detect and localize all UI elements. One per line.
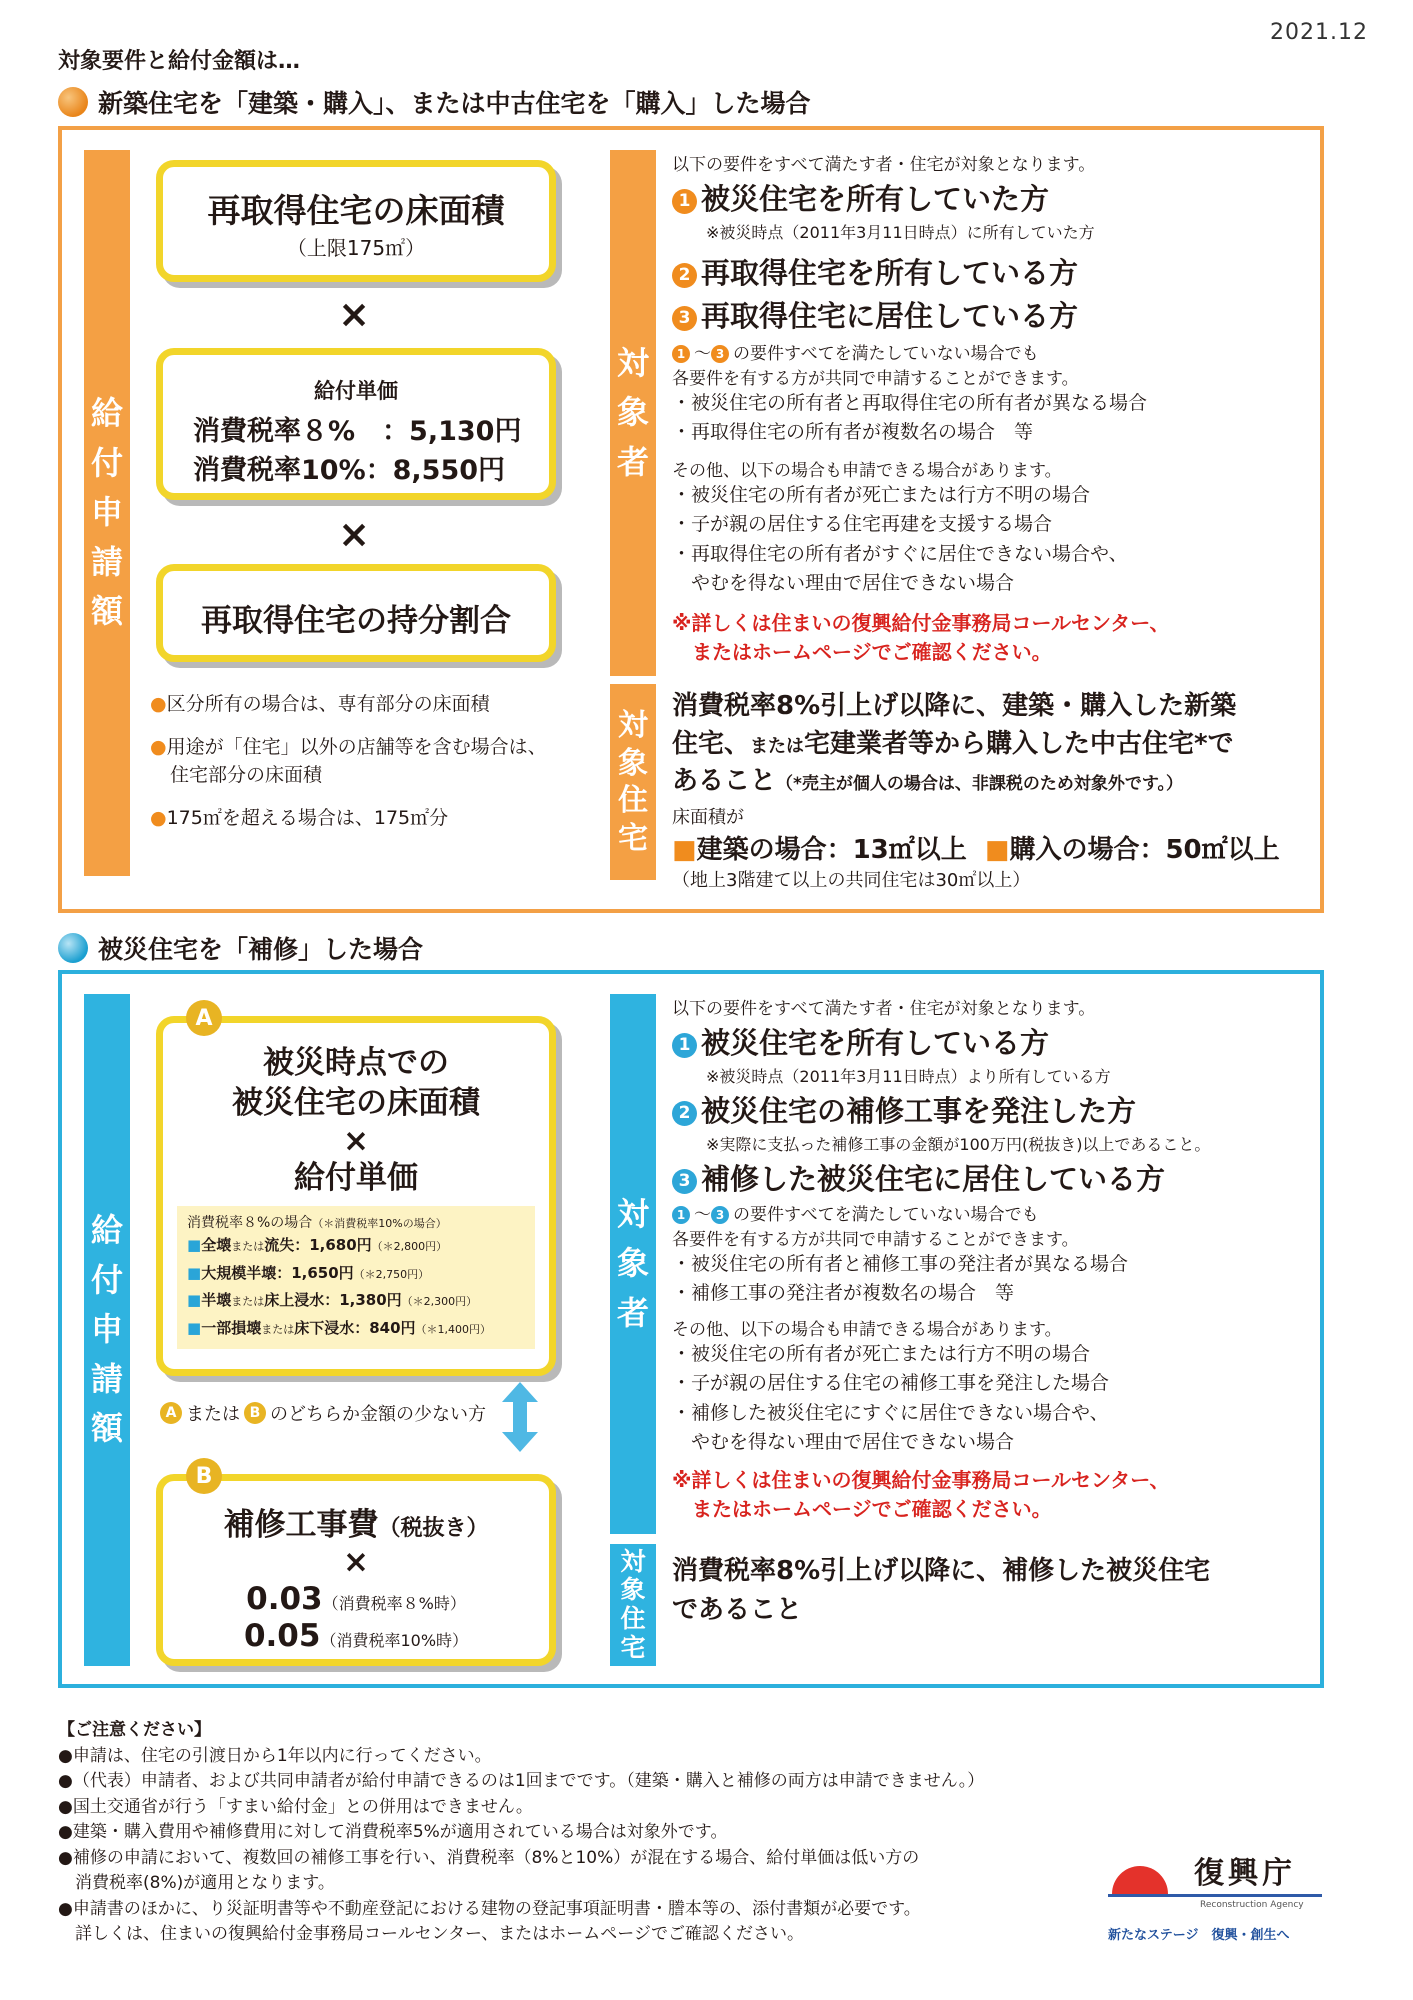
- bar-char: 住: [620, 1604, 646, 1633]
- bar-char: 対: [616, 343, 649, 382]
- choose-text: のどちらか金額の少ない方: [270, 1404, 486, 1425]
- number-3-icon: 3: [672, 306, 697, 331]
- section1-eligible-person-bar: [610, 150, 656, 676]
- multiplier-10: 0.05: [243, 1618, 321, 1655]
- square-icon: ■: [672, 835, 697, 866]
- number-3-icon: 3: [672, 1169, 697, 1194]
- house-condition: 宅建業者等から購入した中古住宅*で: [804, 728, 1234, 759]
- other-item: ・被災住宅の所有者が死亡または行方不明の場合: [672, 483, 1091, 506]
- unit-price-box: [156, 348, 556, 500]
- rate-label: 一部損壊: [201, 1319, 262, 1338]
- logo-english: Reconstruction Agency: [1200, 1900, 1304, 1910]
- number-1-icon: 1: [672, 345, 690, 363]
- caution-item: 詳しくは、住まいの復興給付金事務局コールセンター、またはホームページでご確認ください。: [58, 1924, 804, 1944]
- condition-item: ・被災住宅の所有者と補修工事の発注者が異なる場合: [672, 1253, 1129, 1275]
- bar-char: 請: [90, 1359, 123, 1398]
- section2-eligible-house-bar: [610, 1544, 656, 1666]
- square-icon: ■: [187, 1263, 202, 1282]
- rate-value: 1,680円: [309, 1235, 372, 1254]
- condition-text: 各要件を有する方が共同で申請することができます。: [672, 1230, 1079, 1250]
- section1-title: [58, 84, 811, 120]
- rate-label: 全壊: [201, 1235, 232, 1254]
- house-condition: 住宅、: [672, 728, 751, 759]
- rate-label: または: [261, 1323, 295, 1337]
- orange-dot-icon: [58, 87, 88, 117]
- reconstruction-agency-logo: [1108, 1842, 1338, 1952]
- rate-label: 床上浸水：: [264, 1291, 340, 1310]
- rate-value: 1,650円: [291, 1263, 354, 1282]
- rate-label: 半壊: [201, 1291, 232, 1310]
- section2-house-conditions: [672, 1552, 1317, 1630]
- number-1-icon: 1: [672, 1033, 697, 1058]
- contact-note: またはホームページでご確認ください。: [672, 639, 1052, 664]
- ownership-ratio-title: 再取得住宅の持分割合: [201, 603, 511, 639]
- rate-value: 840円: [369, 1319, 416, 1338]
- bar-char: 象: [620, 1575, 646, 1605]
- requirement-1: 被災住宅を所有していた方: [701, 182, 1050, 216]
- section2-eligible-person-bar: [610, 994, 656, 1534]
- requirement-2: 再取得住宅を所有している方: [701, 256, 1079, 290]
- cautions-heading: 【ご注意ください】: [58, 1720, 211, 1740]
- rate-label: 床下浸水：: [294, 1319, 370, 1338]
- number-1-icon: 1: [672, 1206, 690, 1224]
- option-a-line: 給付単価: [294, 1159, 418, 1196]
- other-item: やむを得ない理由で居住できない場合: [672, 572, 1015, 595]
- square-icon: ■: [187, 1235, 202, 1254]
- requirement-2-note: ※実際に支払った補修工事の金額が100万円(税抜き)以上であること。: [706, 1135, 1211, 1154]
- note-text: 区分所有の場合は、専有部分の床面積: [166, 693, 490, 715]
- floor-area-cap: （上限175㎡）: [286, 236, 426, 260]
- badge-a-icon: A: [160, 1402, 182, 1424]
- square-icon: ■: [187, 1319, 202, 1338]
- house-condition: であること: [672, 1595, 803, 1625]
- blue-dot-icon: [58, 933, 88, 963]
- section2-amount-bar: [84, 994, 130, 1666]
- condition-item: ・再取得住宅の所有者が複数名の場合 等: [672, 421, 1034, 444]
- bar-char: 象: [618, 745, 648, 781]
- bar-char: 宅: [618, 820, 648, 856]
- number-3-icon: 3: [711, 345, 729, 363]
- other-item: やむを得ない理由で居住できない場合: [672, 1431, 1015, 1454]
- rate-label: ：: [276, 1263, 292, 1282]
- condition-item: ・補修工事の発注者が複数名の場合 等: [672, 1282, 1015, 1305]
- note-text: 175㎡を超える場合は、175㎡分: [166, 806, 449, 829]
- square-icon: ■: [984, 835, 1010, 866]
- multiplier-10-note: （消費税率10%時）: [320, 1631, 469, 1651]
- bullet-icon: ●: [150, 735, 167, 758]
- logo-rule: [1108, 1894, 1322, 1897]
- rate-head: （＊消費税率10%の場合）: [312, 1216, 447, 1230]
- times-icon: ×: [343, 1122, 369, 1159]
- section2-requirements: [672, 994, 1312, 1522]
- times-icon: ×: [338, 512, 370, 556]
- house-condition: 消費税率8%引上げ以降に、補修した被災住宅: [672, 1556, 1211, 1586]
- rate-row: [187, 1260, 525, 1288]
- requirements-intro: 以下の要件をすべて満たす者・住宅が対象となります。: [672, 999, 1096, 1019]
- option-a-box: [156, 1016, 556, 1376]
- contact-note: ※詳しくは住まいの復興給付金事務局コールセンター、: [672, 610, 1170, 635]
- option-b-box: [156, 1474, 556, 1666]
- section1-title-text: 新築住宅を「建築・購入」、または中古住宅を「購入」した場合: [98, 89, 811, 118]
- rate-alt: （＊2,800円）: [371, 1239, 448, 1253]
- bar-char: 者: [616, 1293, 649, 1332]
- bar-char: 者: [616, 442, 649, 481]
- house-condition-note: （*売主が個人の場合は、非課税のため対象外です。）: [776, 774, 1184, 795]
- requirement-1-note: ※被災時点（2011年3月11日時点）に所有していた方: [706, 223, 1095, 242]
- requirement-1-note: ※被災時点（2011年3月11日時点）より所有している方: [706, 1067, 1111, 1086]
- rate-label: または: [231, 1295, 265, 1309]
- logo-name: 復興庁: [1194, 1856, 1296, 1891]
- section1-amount-bar: [84, 150, 130, 876]
- contact-note: またはホームページでご確認ください。: [672, 1496, 1052, 1521]
- section1-requirements: [672, 150, 1312, 665]
- house-condition: あること: [672, 766, 777, 797]
- rate-head: 消費税率８%の場合: [187, 1214, 313, 1231]
- tilde: ～: [694, 344, 711, 364]
- bar-char: 給: [90, 1211, 123, 1250]
- other-item: ・補修した被災住宅にすぐに居住できない場合や、: [672, 1401, 1109, 1424]
- section2-title-text: 被災住宅を「補修」した場合: [98, 935, 424, 964]
- choose-text: または: [186, 1404, 240, 1425]
- issue-date: 2021.12: [1270, 20, 1368, 45]
- condition-text: 各要件を有する方が共同で申請することができます。: [672, 369, 1079, 389]
- condition-item: ・被災住宅の所有者と再取得住宅の所有者が異なる場合: [672, 392, 1148, 414]
- tilde: ～: [694, 1205, 711, 1225]
- unit-price-8: 消費税率８% ：5,130円: [193, 416, 522, 447]
- choose-lesser-note: [160, 1400, 486, 1426]
- bar-char: 対: [620, 1546, 646, 1576]
- caution-item: 消費税率(8%)が適用となります。: [58, 1873, 335, 1893]
- floor-note: （地上3階建て以上の共同住宅は30㎡以上）: [672, 870, 1031, 892]
- option-a-line: 被災時点での: [263, 1045, 449, 1081]
- build-condition: 建築の場合：13㎡以上: [696, 835, 967, 866]
- other-item: ・再取得住宅の所有者がすぐに居住できない場合や、: [672, 542, 1128, 565]
- requirement-2: 被災住宅の補修工事を発注した方: [701, 1094, 1137, 1128]
- bar-char: 申: [90, 493, 123, 532]
- rate-row: [187, 1315, 525, 1343]
- option-a-line: 被災住宅の床面積: [232, 1085, 480, 1122]
- bar-char: 宅: [620, 1632, 646, 1662]
- badge-a: A: [186, 1000, 222, 1036]
- requirement-1: 被災住宅を所有している方: [701, 1026, 1050, 1060]
- bullet-icon: ●: [150, 806, 167, 829]
- bar-char: 対: [616, 1194, 649, 1233]
- repair-cost-tax: （税抜き）: [378, 1516, 489, 1541]
- multiplier-8-note: （消費税率８%時）: [322, 1594, 466, 1614]
- bullet-icon: ●: [150, 693, 167, 715]
- multiplier-8: 0.03: [246, 1581, 323, 1618]
- number-2-icon: 2: [672, 263, 697, 288]
- rate-alt: （＊2,750円）: [353, 1267, 430, 1281]
- cautions: [58, 1718, 1098, 1948]
- caution-item: ●申請は、住宅の引渡日から1年以内に行ってください。: [58, 1745, 492, 1766]
- requirement-3: 再取得住宅に居住している方: [701, 299, 1079, 333]
- other-intro: その他、以下の場合も申請できる場合があります。: [672, 1319, 1062, 1340]
- bar-char: 額: [90, 1409, 123, 1448]
- unit-price-heading: 給付単価: [314, 379, 398, 403]
- contact-note: ※詳しくは住まいの復興給付金事務局コールセンター、: [672, 1467, 1170, 1492]
- other-item: ・被災住宅の所有者が死亡または行方不明の場合: [672, 1342, 1091, 1365]
- requirement-3: 補修した被災住宅に居住している方: [701, 1162, 1166, 1196]
- rate-row: [187, 1287, 525, 1315]
- bar-char: 給: [90, 394, 123, 433]
- bar-char: 額: [90, 592, 123, 631]
- unit-price-10: 消費税率10%：8,550円: [193, 455, 506, 486]
- section1-notes: [150, 690, 590, 832]
- other-item: ・子が親の居住する住宅の補修工事を発注した場合: [672, 1372, 1110, 1395]
- rate-alt: （＊1,400円）: [415, 1323, 492, 1337]
- caution-item: ●国土交通省が行う「すまい給付金」との併用はできません。: [58, 1796, 533, 1817]
- rising-sun-icon: [1108, 1842, 1172, 1898]
- number-3-icon: 3: [711, 1206, 729, 1224]
- square-icon: ■: [187, 1291, 202, 1310]
- house-condition: 消費税率8%引上げ以降に、建築・購入した新築: [672, 691, 1237, 721]
- number-1-icon: 1: [672, 189, 697, 214]
- logo-tagline: 新たなステージ 復興・創生へ: [1108, 1928, 1290, 1943]
- rate-label: 大規模半壊: [201, 1263, 277, 1282]
- times-icon: ×: [343, 1544, 369, 1580]
- intro-heading: 対象要件と給付金額は…: [58, 49, 301, 74]
- rate-label: 流失：: [264, 1235, 310, 1254]
- floor-area-title: 再取得住宅の床面積: [207, 191, 505, 230]
- caution-item: ●（代表）申請者、および共同申請者が給付申請できるのは1回までです。（建築・購入と補修の両方は申請できません。）: [58, 1771, 985, 1791]
- badge-b: B: [186, 1458, 222, 1494]
- section2-title: [58, 930, 423, 966]
- times-icon: ×: [338, 292, 370, 336]
- caution-item: ●申請書のほかに、り災証明書等や不動産登記における建物の登記事項証明書・謄本等の、添付書類が必要です。: [58, 1898, 921, 1919]
- buy-condition: 購入の場合：50㎡以上: [1009, 835, 1280, 866]
- bar-char: 対: [618, 708, 648, 743]
- section1-house-conditions: [672, 688, 1317, 892]
- rate-value: 1,380円: [339, 1291, 402, 1310]
- other-item: ・子が親の居住する住宅再建を支援する場合: [672, 513, 1053, 536]
- rate-row: [187, 1232, 525, 1260]
- bar-char: 象: [616, 393, 649, 432]
- rate-label: または: [231, 1239, 265, 1253]
- repair-cost-title: 補修工事費: [223, 1507, 379, 1543]
- floor-area-box: [156, 160, 556, 282]
- floor-label: 床面積が: [672, 807, 744, 829]
- bar-char: 申: [90, 1310, 123, 1349]
- rate-alt: （＊2,300円）: [401, 1295, 478, 1309]
- bar-char: 請: [90, 542, 123, 581]
- note-text: 住宅部分の床面積: [170, 764, 323, 786]
- other-intro: その他、以下の場合も申請できる場合があります。: [672, 460, 1062, 481]
- bar-char: 住: [618, 783, 648, 818]
- condition-text: の要件すべてを満たしていない場合でも: [733, 1205, 1039, 1225]
- note-text: 用途が「住宅」以外の店舗等を含む場合は、: [166, 735, 547, 758]
- unit-rate-table: [177, 1206, 535, 1349]
- caution-item: ●補修の申請において、複数回の補修工事を行い、消費税率（8%と10%）が混在する場合、給付単価は低い方の: [58, 1847, 920, 1868]
- updown-arrow-icon: [500, 1380, 540, 1454]
- house-condition: または: [750, 735, 805, 757]
- requirements-intro: 以下の要件をすべて満たす者・住宅が対象となります。: [672, 155, 1096, 175]
- number-2-icon: 2: [672, 1101, 697, 1126]
- bar-char: 象: [616, 1244, 649, 1283]
- badge-b-icon: B: [244, 1402, 266, 1424]
- caution-item: ●建築・購入費用や補修費用に対して消費税率5%が適用されている場合は対象外です。: [58, 1822, 728, 1842]
- section1-eligible-house-bar: [610, 684, 656, 880]
- bar-char: 付: [90, 443, 123, 482]
- ownership-ratio-box: [156, 564, 556, 662]
- bar-char: 付: [90, 1260, 123, 1299]
- condition-text: の要件すべてを満たしていない場合でも: [733, 344, 1039, 364]
